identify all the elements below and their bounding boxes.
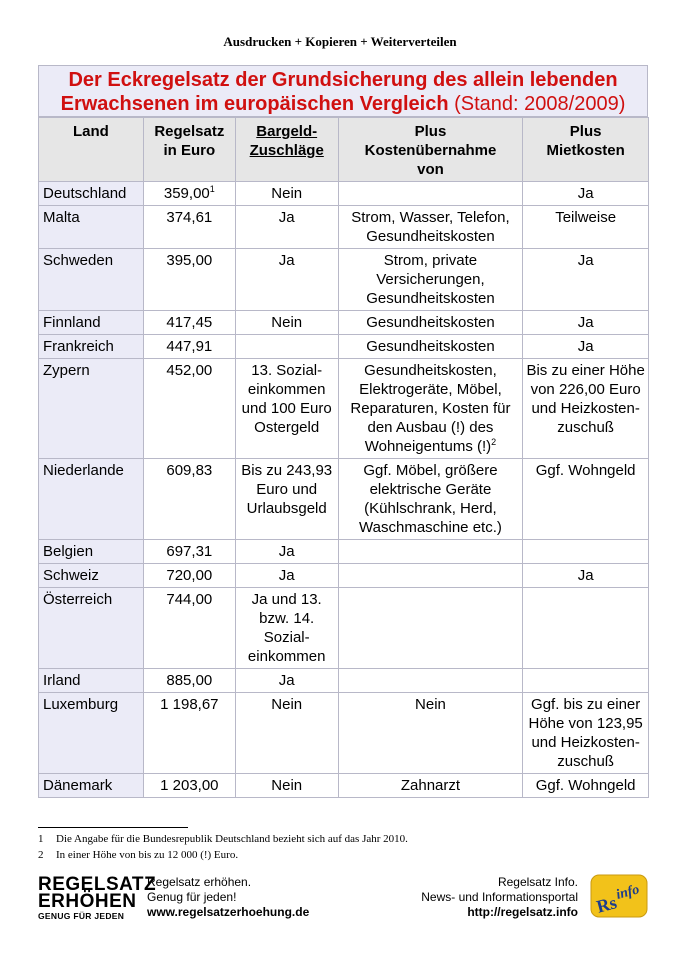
regelsatz-erhoehen-logo: REGELSATZ ERHÖHEN GENUG FÜR JEDEN	[38, 874, 157, 921]
cell-miete: Ja	[523, 311, 649, 335]
cell-land: Luxemburg	[39, 693, 144, 774]
table-row	[39, 459, 649, 540]
cell-regelsatz: 395,00	[143, 249, 235, 311]
cell-kosten: Nein	[338, 693, 523, 774]
cell-bargeld: Nein	[235, 311, 338, 335]
title-line-1: Der Eckregelsatz der Grundsicherung des allein lebenden	[68, 69, 618, 91]
cell-land: Malta	[39, 206, 144, 249]
footer-campaign-text: Regelsatz erhöhen. Genug für jeden! www.regelsatzerhoehung.de	[147, 875, 310, 919]
cell-bargeld: Nein	[235, 182, 338, 206]
table-row	[39, 540, 649, 564]
header-kosten: Plus Kostenübernahme von	[338, 118, 523, 182]
cell-land: Frankreich	[39, 335, 144, 359]
header-bargeld: Bargeld- Zuschläge	[235, 118, 338, 182]
table-header-row	[39, 118, 649, 182]
cell-bargeld: Ja	[235, 669, 338, 693]
table-row	[39, 182, 649, 206]
cell-kosten	[338, 588, 523, 669]
cell-regelsatz: 744,00	[143, 588, 235, 669]
cell-bargeld: Nein	[235, 693, 338, 774]
cell-bargeld: 13. Sozial-einkommen und 100 Euro Ostergeld	[235, 359, 338, 459]
footnote-2: 2 In einer Höhe von bis zu 12 000 (!) Euro.	[38, 849, 239, 861]
cell-regelsatz: 452,00	[143, 359, 235, 459]
cell-miete: Teilweise	[523, 206, 649, 249]
cell-kosten: Zahnarzt	[338, 774, 523, 798]
cell-regelsatz: 885,00	[143, 669, 235, 693]
cell-bargeld: Ja	[235, 564, 338, 588]
header-regelsatz: Regelsatz in Euro	[143, 118, 235, 182]
title-stand: (Stand: 2008/2009)	[454, 93, 626, 115]
cell-land: Finnland	[39, 311, 144, 335]
cell-kosten: Strom, private Versicherungen, Gesundheitskosten	[338, 249, 523, 311]
cell-kosten	[338, 669, 523, 693]
table-row	[39, 588, 649, 669]
cell-land: Schweden	[39, 249, 144, 311]
cell-regelsatz: 447,91	[143, 335, 235, 359]
cell-miete	[523, 540, 649, 564]
cell-land: Schweiz	[39, 564, 144, 588]
cell-regelsatz: 359,00$^1$	[143, 182, 235, 206]
cell-miete: Ggf. Wohngeld	[523, 459, 649, 540]
footnote-separator	[38, 827, 188, 828]
cell-regelsatz: 1 203,00	[143, 774, 235, 798]
cell-land: Österreich	[39, 588, 144, 669]
cell-regelsatz: 374,61	[143, 206, 235, 249]
cell-regelsatz: 1 198,67	[143, 693, 235, 774]
title-line-2	[39, 92, 647, 116]
table-row	[39, 249, 649, 311]
cell-bargeld: Ja	[235, 540, 338, 564]
header-land: Land	[39, 118, 144, 182]
document-title	[38, 65, 648, 117]
cell-bargeld	[235, 335, 338, 359]
cell-kosten	[338, 182, 523, 206]
svg-text:info: info	[614, 882, 642, 903]
cell-bargeld: Nein	[235, 774, 338, 798]
cell-miete	[523, 588, 649, 669]
cell-miete: Ja	[523, 182, 649, 206]
cell-miete	[523, 669, 649, 693]
campaign-url[interactable]: www.regelsatzerhoehung.de	[147, 905, 310, 919]
cell-kosten: Strom, Wasser, Telefon, Gesundheitskosten	[338, 206, 523, 249]
cell-regelsatz: 697,31	[143, 540, 235, 564]
cell-kosten	[338, 540, 523, 564]
comparison-table	[38, 117, 649, 798]
portal-url[interactable]: http://regelsatz.info	[467, 905, 578, 919]
table-row	[39, 359, 649, 459]
cell-miete: Ggf. Wohngeld	[523, 774, 649, 798]
svg-text:Rs: Rs	[594, 892, 619, 917]
cell-land: Niederlande	[39, 459, 144, 540]
cell-miete: Ggf. bis zu einer Höhe von 123,95 und Heizkosten-zuschuß	[523, 693, 649, 774]
table-row	[39, 564, 649, 588]
cell-regelsatz: 720,00	[143, 564, 235, 588]
table-row	[39, 206, 649, 249]
cell-miete: Ja	[523, 335, 649, 359]
cell-bargeld: Bis zu 243,93 Euro und Urlaubsgeld	[235, 459, 338, 540]
cell-kosten	[338, 564, 523, 588]
cell-miete: Ja	[523, 564, 649, 588]
cell-kosten: Gesundheitskosten	[338, 311, 523, 335]
cell-land: Belgien	[39, 540, 144, 564]
cell-kosten: Ggf. Möbel, größere elektrische Geräte (Kühlschrank, Herd, Waschmaschine etc.)	[338, 459, 523, 540]
cell-kosten: Gesundheitskosten, Elektrogeräte, Möbel, Reparaturen, Kosten für den Ausbau (!) des Wohneigentums (!)$^2$	[338, 359, 523, 459]
top-note: Ausdrucken + Kopieren + Weiterverteilen	[223, 34, 457, 49]
table-row	[39, 335, 649, 359]
cell-land: Deutschland	[39, 182, 144, 206]
cell-land: Irland	[39, 669, 144, 693]
footer-portal-text: Regelsatz Info. News- und Informationsportal http://regelsatz.info	[421, 875, 578, 919]
cell-kosten: Gesundheitskosten	[338, 335, 523, 359]
footnote-1: 1 Die Angabe für die Bundesrepublik Deutschland bezieht sich auf das Jahr 2010.	[38, 833, 408, 845]
cell-miete: Ja	[523, 249, 649, 311]
cell-miete: Bis zu einer Höhe von 226,00 Euro und Heizkosten-zuschuß	[523, 359, 649, 459]
cell-land: Zypern	[39, 359, 144, 459]
table-row	[39, 774, 649, 798]
cell-regelsatz: 417,45	[143, 311, 235, 335]
table-row	[39, 311, 649, 335]
cell-land: Dänemark	[39, 774, 144, 798]
footnotes	[38, 831, 408, 863]
cell-regelsatz: 609,83	[143, 459, 235, 540]
rs-info-logo-icon	[590, 874, 648, 918]
cell-bargeld: Ja	[235, 206, 338, 249]
table-row	[39, 669, 649, 693]
title-line-2-bold: Erwachsenen im europäischen Vergleich	[60, 93, 449, 115]
table-row	[39, 693, 649, 774]
cell-bargeld: Ja	[235, 249, 338, 311]
header-miete: Plus Mietkosten	[523, 118, 649, 182]
cell-bargeld: Ja und 13. bzw. 14. Sozial-einkommen	[235, 588, 338, 669]
